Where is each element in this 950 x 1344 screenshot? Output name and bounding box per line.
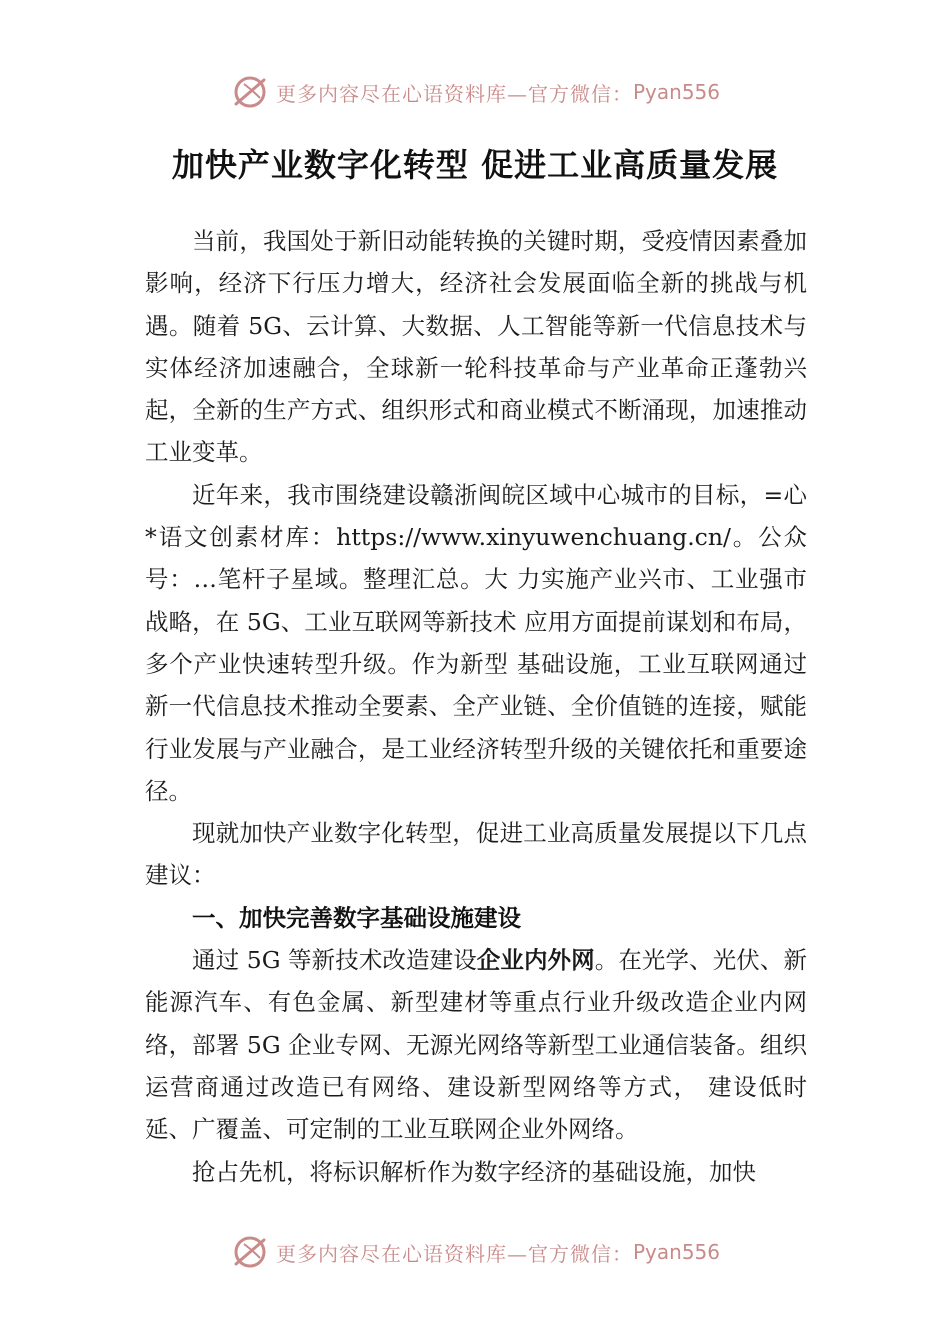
banner-text: 更多内容尽在心语资料库—官方微信： — [275, 1241, 633, 1266]
document-body — [145, 220, 807, 1193]
banner-text: 更多内容尽在心语资料库—官方微信： — [275, 81, 633, 106]
paragraph-proposal: 现就加快产业数字化转型，促进工业高质量发展提以下几点建议： — [145, 819, 807, 890]
paragraph-background: 近年来，我市围绕建设赣浙闽皖区域中心城市的目标，=心*语文创素材库：https://www.xinyuwenchuang.cn/。公众号：…笔杆子星域。整理汇总。大 力实施产业兴市、工业强市战略，在 5G、工业互联网等新技术 应用方面提前谋划和布局，多个产业快速转型升级。作为新型 基础设施，工业互联网通过新一代信息技术推动全要素、全产业链、全价值链的连接，赋能行业发展与产业融合，是工业经济转型升级的关键依托和重要途径。 — [145, 480, 807, 805]
banner-handle: Pyan556 — [632, 80, 720, 104]
paragraph-intro: 当前，我国处于新旧动能转换的关键时期，受疫情因素叠加影响，经济下行压力增大，经济社会发展面临全新的挑战与机遇。随着 5G、云计算、大数据、人工智能等新一代信息技术与实体经济加速融合，全球新一轮科技革命与产业革命正蓬勃兴起，全新的生产方式、组织形式和商业模式不断涌现，加速推动工业变革。 — [145, 227, 807, 467]
bold-keyword: 企业内外网 — [476, 946, 595, 975]
footer-watermark — [0, 1232, 950, 1272]
paragraph-identifier: 抢占先机，将标识解析作为数字经济的基础设施，加快 — [192, 1157, 756, 1186]
brush-logo-icon — [230, 1234, 270, 1270]
document-title: 加快产业数字化转型 促进工业高质量发展 — [171, 146, 779, 184]
header-watermark — [0, 72, 950, 112]
section-heading: 一、加快完善数字基础设施建设 — [192, 903, 521, 932]
brush-logo-icon — [230, 74, 270, 110]
banner-handle: Pyan556 — [632, 1240, 720, 1264]
paragraph-network-post: 。在光学、光伏、新能源汽车、有色金属、新型建材等重点行业升级改造企业内网络，部署 5G 企业专网、无源光网络等新型工业通信装备。组织运营商通过改造已有网络、建设新型网络等方式， 建设低时延、广覆盖、可定制的工业互联网企业外网络。 — [145, 946, 807, 1144]
paragraph-network — [145, 939, 807, 1150]
paragraph-network-pre: 通过 5G 等新技术改造建设 — [192, 946, 477, 975]
